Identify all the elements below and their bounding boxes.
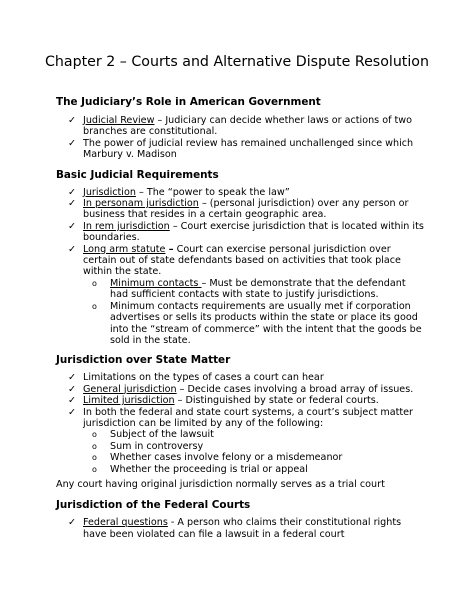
check-icon: ✓	[68, 186, 77, 198]
document-body	[56, 96, 426, 548]
list-item	[56, 187, 426, 198]
check-icon: ✓	[68, 383, 77, 395]
list-item	[56, 384, 426, 395]
item-text: - A person who claims their constitutional rights have been violated can file a lawsuit in a federal court	[83, 517, 402, 540]
circle-bullet-icon: o	[92, 278, 97, 288]
check-icon: ✓	[68, 395, 77, 407]
check-icon: ✓	[68, 517, 77, 529]
checklist	[56, 517, 426, 540]
circle-bullet-icon: o	[92, 453, 97, 463]
sublist-item	[56, 464, 426, 475]
circle-bullet-icon: o	[92, 464, 97, 474]
item-text: – Distinguished by state or federal courts.	[174, 395, 379, 407]
item-text: Whether cases involve felony or a misdemeanor	[110, 452, 343, 464]
circle-bullet-icon: o	[92, 441, 97, 451]
term: In rem jurisdiction	[83, 220, 170, 232]
checklist	[56, 372, 426, 475]
term: Long arm statute	[83, 243, 166, 255]
sublist	[83, 278, 426, 346]
check-icon: ✓	[68, 406, 77, 418]
circle-bullet-icon: o	[92, 301, 97, 311]
item-text: Minimum contacts requirements are usually met if corporation advertises or sells its products within the state or place its good into the “stream of commerce” with the intent that the goods be sold in the state.	[110, 300, 422, 346]
item-text: Whether the proceeding is trial or appeal	[110, 463, 308, 475]
section-heading: The Judiciary’s Role in American Government	[56, 96, 321, 108]
section-heading: Jurisdiction over State Matter	[56, 354, 231, 367]
paragraph: Any court having original jurisdiction normally serves as a trial court	[56, 478, 385, 490]
item-text: The power of judicial review has remained unchallenged since which Marbury v. Madison	[83, 137, 414, 161]
item-text: – Court exercise jurisdiction that is located within its boundaries.	[83, 220, 424, 244]
check-icon: ✓	[68, 115, 77, 126]
list-item	[56, 407, 426, 475]
section-heading: Basic Judicial Requirements	[56, 168, 219, 181]
term: Federal questions	[83, 517, 168, 529]
list-item	[56, 138, 426, 161]
item-text: In both the federal and state court systems, a court’s subject matter jurisdiction can be limited by any of the following:	[83, 406, 414, 429]
page-title: Chapter 2 – Courts and Alternative Dispute Resolution	[45, 54, 429, 70]
sublist-item	[56, 452, 426, 463]
sublist-item	[56, 301, 426, 347]
term: Minimum contacts	[110, 277, 202, 289]
sublist-item	[56, 441, 426, 452]
term: Judicial Review	[83, 115, 155, 126]
item-text: Court can exercise personal jurisdiction over certain out of state defendants based on activities that took place within the state.	[83, 243, 401, 278]
list-item	[56, 395, 426, 406]
item-text: – Judiciary can decide whether laws or actions of two branches are constitutional.	[83, 115, 412, 138]
sublist	[83, 429, 426, 475]
list-item	[56, 517, 426, 540]
check-icon: ✓	[68, 243, 77, 255]
check-icon: ✓	[68, 137, 77, 149]
check-icon: ✓	[68, 198, 77, 210]
item-text: Limitations on the types of cases a court can hear	[83, 372, 324, 384]
list-item	[56, 372, 426, 383]
check-icon: ✓	[68, 220, 77, 232]
term: Limited jurisdiction	[83, 395, 175, 407]
term-suffix: –	[165, 243, 174, 255]
item-text: – Decide cases involving a broad array of issues.	[176, 383, 414, 395]
item-text: Subject of the lawsuit	[110, 429, 214, 441]
list-item	[56, 221, 426, 244]
sublist-item	[56, 278, 426, 301]
term: Jurisdiction	[83, 186, 136, 198]
list-item	[56, 115, 426, 138]
sublist-item	[56, 429, 426, 440]
checklist	[56, 115, 426, 161]
item-text: – (personal jurisdiction) over any person or business that resides in a certain geographic area.	[83, 198, 409, 221]
check-icon: ✓	[68, 372, 77, 384]
item-text: Sum in controversy	[110, 440, 204, 452]
list-item	[56, 198, 426, 221]
term: General jurisdiction	[83, 383, 177, 395]
checklist	[56, 187, 426, 347]
term: In personam jurisdiction	[83, 198, 199, 210]
list-item	[56, 244, 426, 347]
circle-bullet-icon: o	[92, 430, 97, 440]
item-text: – Must be demonstrate that the defendant had sufficient contacts with state to justify jurisdictions.	[110, 277, 406, 301]
item-text: – The “power to speak the law”	[135, 186, 290, 198]
section-heading: Jurisdiction of the Federal Courts	[56, 499, 251, 512]
